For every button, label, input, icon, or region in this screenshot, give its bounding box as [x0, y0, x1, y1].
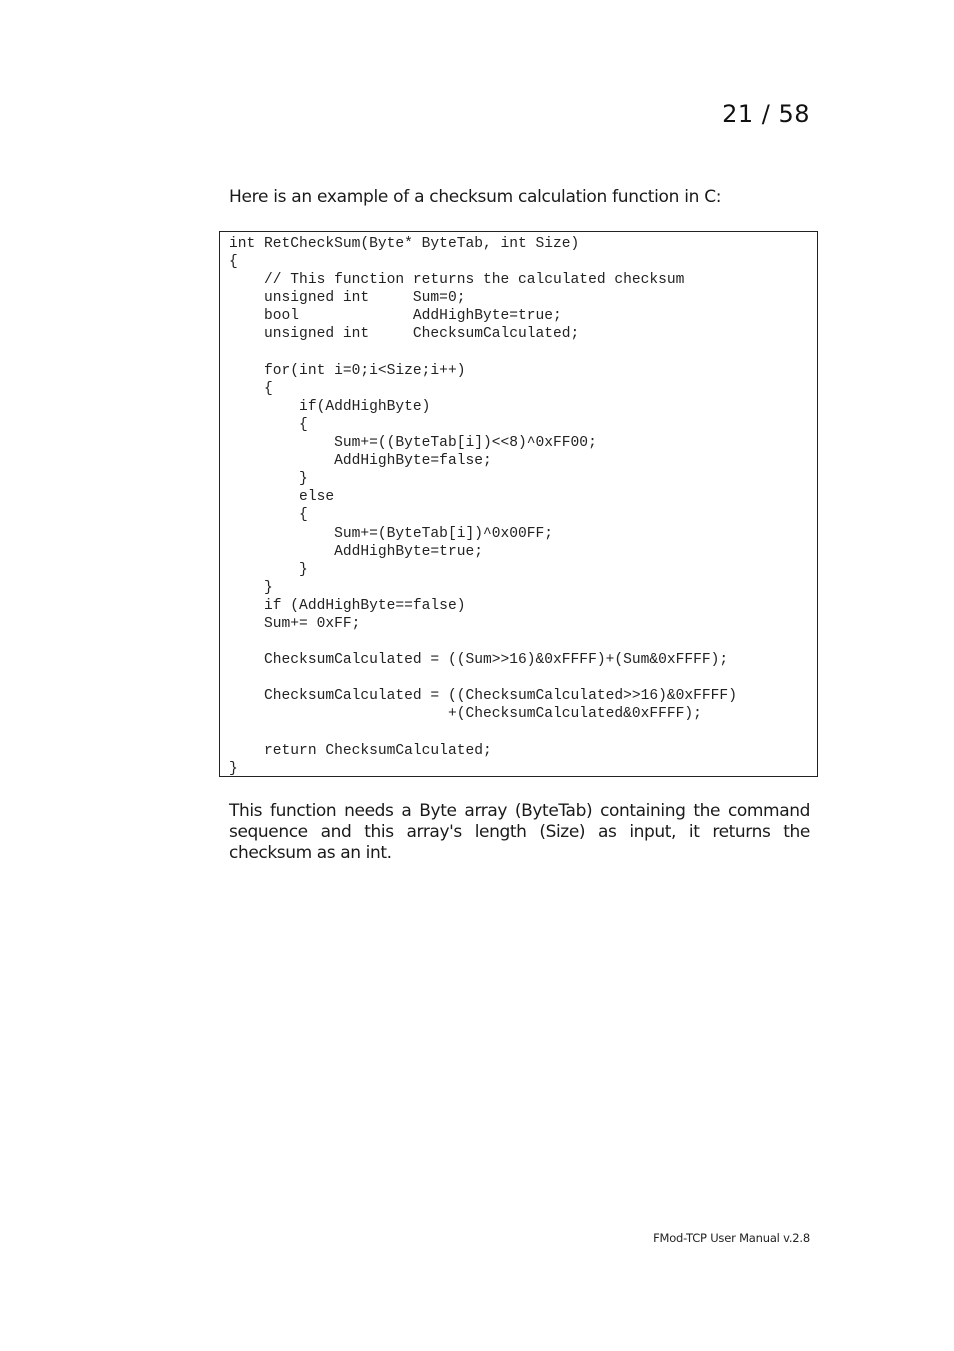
page-number: 21 / 58 — [722, 100, 810, 128]
function-description: This function needs a Byte array (ByteTab) containing the command sequence and this array's length (Size) as input, it returns the checksum as an int. — [229, 801, 810, 863]
intro-text: Here is an example of a checksum calculation function in C: — [229, 187, 722, 207]
code-listing: int RetCheckSum(Byte* ByteTab, int Size) { // This function returns the calculated checksum unsigned int Sum=0; bool AddHighByte=true; unsigned int ChecksumCalculated; for(int i=0;i<Size;i++) { if(AddHighByte) { Sum+=((ByteTab[i])<<8)^0xFF00; AddHighByte=false; } else { Sum+=(ByteTab[i])^0x00FF; AddHighByte=true; } } if (AddHighByte==false) Sum+= 0xFF; ChecksumCalculated = ((Sum>>16)&0xFFFF)+(Sum&0xFFFF); ChecksumCalculated = ((ChecksumCalculated>>16)&0xFFFF) +(ChecksumCalculated&0xFFFF); return ChecksumCalculated; } — [229, 236, 737, 777]
footer-manual-title: FMod-TCP User Manual v.2.8 — [653, 1231, 810, 1245]
code-block — [219, 231, 818, 777]
